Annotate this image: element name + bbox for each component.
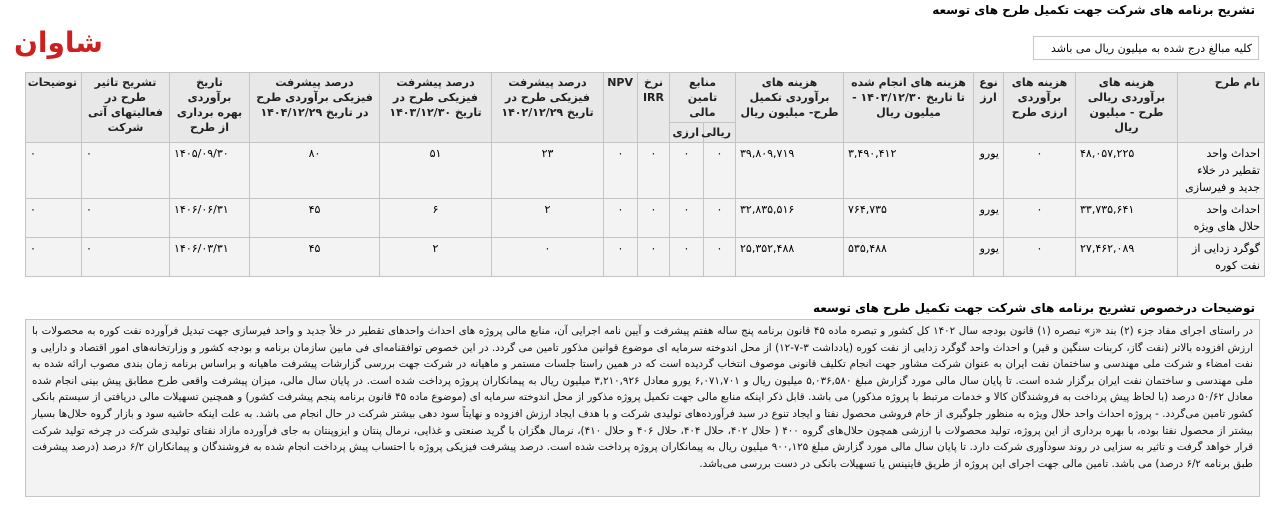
cell-npv: ۰ (604, 238, 638, 277)
col-operation-date: تاریخ برآوردی بهره برداری از طرح (170, 73, 250, 143)
company-logo: شاوان (14, 26, 103, 59)
cell-operation-date: ۱۴۰۶/۰۶/۳۱ (170, 199, 250, 238)
cell-fx-cost: ۰ (1004, 238, 1076, 277)
cell-funding-fx: ۰ (670, 143, 704, 199)
cell-funding-fx: ۰ (670, 238, 704, 277)
col-name: نام طرح (1178, 73, 1265, 143)
currency-note: کلیه مبالغ درج شده به میلیون ریال می باشد (1033, 36, 1259, 60)
cell-progress-1403: ۵۱ (380, 143, 492, 199)
cell-spent: ۷۶۴,۷۳۵ (844, 199, 974, 238)
page-title: تشریح برنامه های شرکت جهت تکمیل طرح های توسعه (932, 3, 1255, 17)
cell-progress-1404: ۴۵ (250, 199, 380, 238)
cell-progress-1404: ۴۵ (250, 238, 380, 277)
development-plans-table (25, 72, 1265, 277)
cell-operation-date: ۱۴۰۶/۰۳/۳۱ (170, 238, 250, 277)
cell-progress-1403: ۶ (380, 199, 492, 238)
cell-currency: یورو (974, 199, 1004, 238)
col-progress-1402: درصد پیشرفت فیزیکی طرح در تاریخ ۱۴۰۲/۱۲/۲۹ (492, 73, 604, 143)
col-impact: تشریح تاثیر طرح در فعالیتهای آتی شرکت (82, 73, 170, 143)
col-funding: منابع تامین مالی (670, 73, 736, 123)
cell-progress-1404: ۸۰ (250, 143, 380, 199)
cell-irr: ۰ (638, 199, 670, 238)
col-progress-1403: درصد پیشرفت فیزیکی طرح در تاریخ ۱۴۰۳/۱۲/۳۰ (380, 73, 492, 143)
cell-irr: ۰ (638, 143, 670, 199)
cell-funding-rial: ۰ (704, 143, 736, 199)
cell-currency: یورو (974, 143, 1004, 199)
cell-progress-1402: ۲ (492, 199, 604, 238)
cell-spent: ۵۳۵,۴۸۸ (844, 238, 974, 277)
description-title: توضیحات درخصوص تشریح برنامه های شرکت جهت تکمیل طرح های توسعه (812, 301, 1255, 315)
cell-operation-date: ۱۴۰۵/۰۹/۳۰ (170, 143, 250, 199)
cell-impact: ۰ (82, 143, 170, 199)
col-progress-1404: درصد پیشرفت فیزیکی برآوردی طرح در تاریخ ۱۴۰۴/۱۲/۲۹ (250, 73, 380, 143)
cell-rial-cost: ۳۳,۷۳۵,۶۴۱ (1076, 199, 1178, 238)
cell-progress-1402: ۲۳ (492, 143, 604, 199)
col-fx-cost: هزینه های برآوردی ارزی طرح (1004, 73, 1076, 143)
col-currency: نوع ارز (974, 73, 1004, 143)
cell-name: احداث واحد تقطیر در خلاء جدید و فیرسازی (1178, 143, 1265, 199)
cell-complete-cost: ۲۵,۳۵۲,۴۸۸ (736, 238, 844, 277)
cell-progress-1402: ۰ (492, 238, 604, 277)
cell-rial-cost: ۲۷,۴۶۲,۰۸۹ (1076, 238, 1178, 277)
cell-npv: ۰ (604, 143, 638, 199)
cell-funding-rial: ۰ (704, 199, 736, 238)
cell-funding-fx: ۰ (670, 199, 704, 238)
col-funding-fx: ارزی (670, 123, 704, 143)
cell-irr: ۰ (638, 238, 670, 277)
cell-impact: ۰ (82, 238, 170, 277)
cell-remarks: ۰ (26, 199, 82, 238)
cell-impact: ۰ (82, 199, 170, 238)
col-npv: NPV (604, 73, 638, 143)
cell-name: احداث واحد حلال های ویژه (1178, 199, 1265, 238)
cell-progress-1403: ۲ (380, 238, 492, 277)
cell-name: گوگرد زدایی از نفت کوره (1178, 238, 1265, 277)
cell-npv: ۰ (604, 199, 638, 238)
cell-rial-cost: ۴۸,۰۵۷,۲۲۵ (1076, 143, 1178, 199)
cell-complete-cost: ۳۹,۸۰۹,۷۱۹ (736, 143, 844, 199)
cell-complete-cost: ۳۲,۸۳۵,۵۱۶ (736, 199, 844, 238)
cell-fx-cost: ۰ (1004, 199, 1076, 238)
cell-spent: ۳,۴۹۰,۴۱۲ (844, 143, 974, 199)
cell-fx-cost: ۰ (1004, 143, 1076, 199)
col-spent: هزینه های انجام شده تا تاریخ ۱۴۰۳/۱۲/۳۰ - میلیون ریال (844, 73, 974, 143)
col-funding-rial: ریالی (704, 123, 736, 143)
table-row (26, 143, 1265, 199)
cell-remarks: ۰ (26, 143, 82, 199)
cell-remarks: ۰ (26, 238, 82, 277)
col-rial-cost: هزینه های برآوردی ریالی طرح - میلیون ریال (1076, 73, 1178, 143)
cell-funding-rial: ۰ (704, 238, 736, 277)
description-text: در راستای اجرای مفاد جزء (۲) بند «ز» تبصره (۱) قانون بودجه سال ۱۴۰۲ کل کشور و تبصره ماده ۴۵ قانون برنامه پنج ساله هفتم پیشرفت و آیین نامه اجرایی آن، منابع مالی پروژه های احداث واحدهای تقطیر در خلأ جدید و واحد فیرسازی جهت تبدیل فرآورده نفت کوره به محصولات با ارزش افزوده بالاتر (نفت گاز، کربنات سنگین و قیر) و احداث واحد گوگرد زدایی از نفت کوره (یادداشت ۳-۷-۱۲) از محل اندوخته سرمایه ای موضوع قوانین مذکور تامین می گردد. در این خصوص توافقنامه‌ای فی مابین سازمان برنامه و بودجه کشور و وزارتخانه‌های امور اقتصاد و دارایی و نفت امضاء و شرکت ملی مهندسی و ساختمان نفت ایران به عنوان شرکت مشاور جهت انجام تکلیف قانونی موصوف انتخاب گردیده است که در همین راستا جلسات مستمر و ماهیانه در شرکت جهت بررسی گزارشات پیشرفت ماهیانه و براساس برنامه زمان بندی مصوب ارائه شده به ملی مهندسی و ساختمان نفت ایران برگزار شده است. تا پایان سال مالی مورد گزارش مبلغ ۵,۰۳۶,۵۸۰ میلیون ریال و ۶,۰۷۱,۷۰۱ یورو معادل ۳,۲۱۰,۹۲۶ میلیون ریال به پیمانکاران پروژه پرداخت شده است. در پایان سال مالی، میزان پیشرفت واقعی طرح مطابق پیش بینی انجام شده معادل ۵۰/۶۲ درصد (با لحاظ پیش پرداخت به فروشندگان کالا و خدمات مرتبط با پروژه مذکور) می باشد. قابل ذکر اینکه منابع مالی جهت تکمیل پروژه مذکور از محل اندوخته سرمایه ای (موضوع ماده ۴۵ قانون برنامه پنجم پیشرفت کشور) و همچنین تسهیلات مالی دریافتی از سیستم بانکی کشور تامین می‌گردد. - پروژه احداث واحد حلال ویژه به منظور جلوگیری از خام فروشی محصول نفتا و ایجاد تنوع در سبد فرآورده‌های تولیدی شرکت و با هدف ایجاد ارزش افزوده و نهایتاً سود دهی بیشتر شرکت در حال انجام می باشد. به علت اینکه حاشیه سود و بازار گروه حلال‌ها بسیار بیشتر از محصول نفتا بوده، با بهره برداری از این پروژه، تولید محصولات با ارزشی همچون حلال‌های گروه ۴۰۰ ( حلال ۴۰۲، حلال ۴۰۴، حلال ۴۰۶ و حلال ۴۱۰)، نرمال هگزان با گرید صنعتی و غذایی، نرمال پنتان و ایزوپنتان به جای فرآورده مازاد نفتای تولیدی شرکت در چرخه تولید شرکت قرار خواهد گرفت و تاثیر به سزایی در روند سودآوری شرکت دارد. تا پایان سال مالی مورد گزارش مبلغ ۹۰۰,۱۲۵ میلیون ریال به پیمانکاران پروژه پرداخت شده است. درصد پیشرفت فیزیکی پروژه با احتساب پیش پرداخت انجام شده به فروشندگان و پیمانکاران ۶/۲ درصد (درصد پیشرفت طبق برنامه ۶/۲ درصد) می باشد. تامین مالی جهت اجرای این پروژه از طریق فاینینس یا تسهیلات بانکی در دست بررسی می‌باشد. (25, 319, 1260, 497)
table-header-row (26, 73, 1265, 123)
table-row (26, 238, 1265, 277)
col-irr: نرخ IRR (638, 73, 670, 143)
cell-currency: یورو (974, 238, 1004, 277)
col-complete-cost: هزینه های برآوردی تکمیل طرح- میلیون ریال (736, 73, 844, 143)
col-remarks: توضیحات (26, 73, 82, 143)
table-row (26, 199, 1265, 238)
